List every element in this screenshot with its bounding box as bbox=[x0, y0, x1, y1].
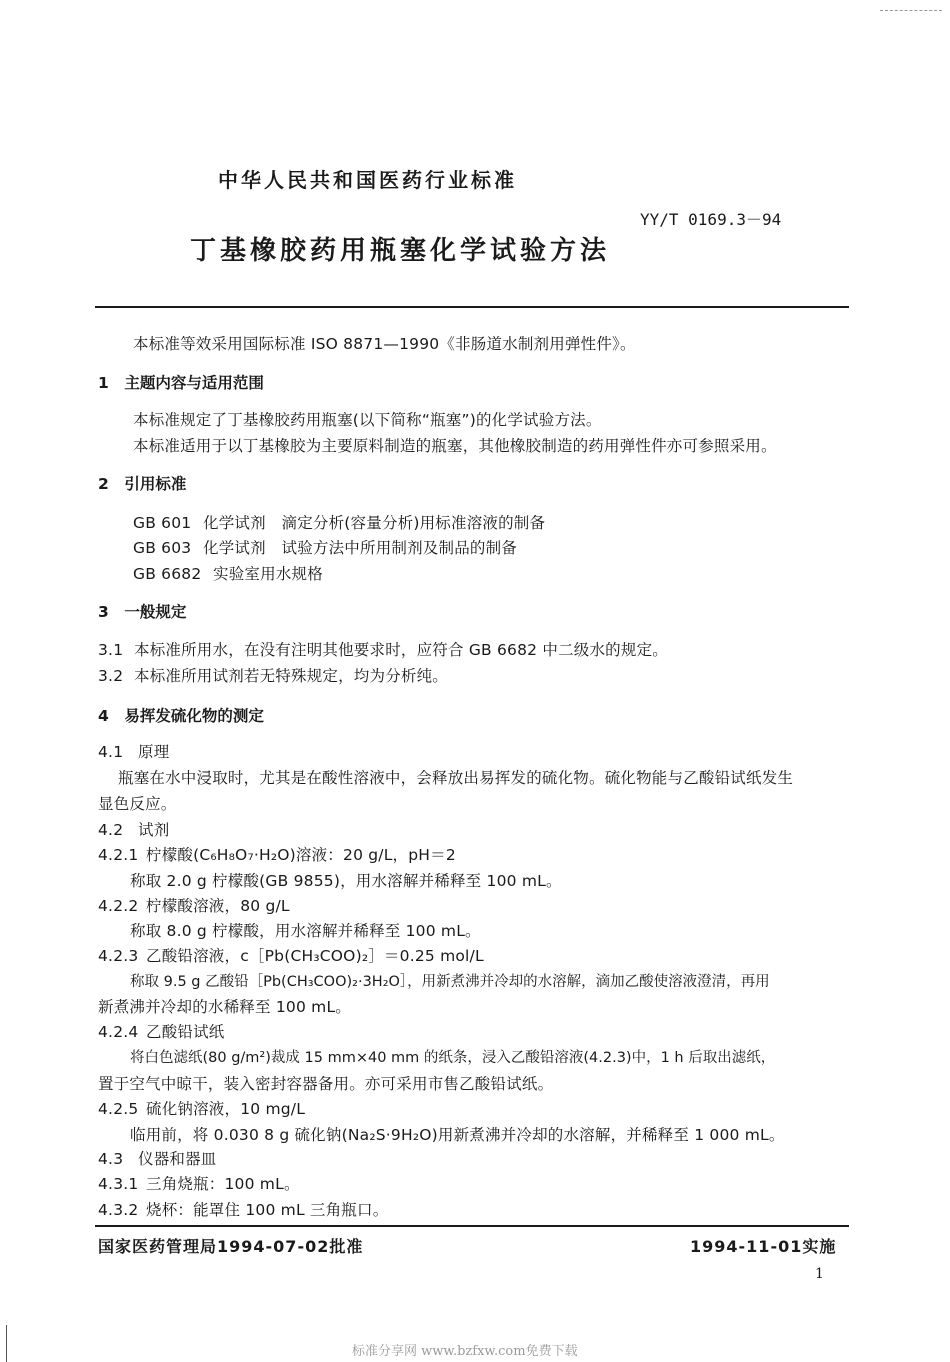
subsection-heading bbox=[98, 740, 169, 762]
section-3-heading bbox=[98, 600, 186, 622]
paragraph: 称取 9.5 g 乙酸铅［Pb(CH₃COO)₂·3H₂O］，用新煮沸并冷却的水溶解，滴加乙酸使溶液澄清，再用 bbox=[130, 974, 770, 990]
section-number: 2 bbox=[98, 475, 109, 493]
reference-item bbox=[133, 511, 545, 533]
clause-item bbox=[98, 1172, 300, 1194]
clause-item bbox=[98, 638, 668, 660]
clause-text: 本标准所用试剂若无特殊规定，均为分析纯。 bbox=[134, 667, 449, 685]
clause-number: 4.2.5 bbox=[98, 1100, 139, 1118]
clause-number: 4.3.2 bbox=[98, 1201, 139, 1219]
clause-number: 4.2.1 bbox=[98, 846, 139, 864]
reference-item bbox=[133, 562, 323, 584]
paragraph: 显色反应。 bbox=[98, 795, 177, 813]
paragraph: 新煮沸并冷却的水稀释至 100 mL。 bbox=[98, 998, 351, 1016]
clause-number: 4.3 bbox=[98, 1150, 124, 1168]
clause-text: 本标准所用水，在没有注明其他要求时，应符合 GB 6682 中二级水的规定。 bbox=[134, 641, 668, 659]
scan-mark-bottom-left bbox=[6, 1325, 7, 1362]
section-title: 主题内容与适用范围 bbox=[124, 374, 264, 392]
scan-mark-top-right bbox=[880, 10, 942, 11]
clause-number: 4.2.2 bbox=[98, 897, 139, 915]
clause-number: 4.1 bbox=[98, 743, 124, 761]
approval-note: 国家医药管理局1994-07-02批准 bbox=[98, 1237, 364, 1256]
clause-number: 4.2 bbox=[98, 821, 124, 839]
clause-title: 柠檬酸(C₆H₈O₇·H₂O)溶液：20 g/L，pH＝2 bbox=[146, 846, 456, 864]
intro-paragraph: 本标准等效采用国际标准 ISO 8871—1990《非肠道水制剂用弹性件》。 bbox=[133, 335, 636, 353]
section-number: 1 bbox=[98, 374, 109, 392]
clause-title: 试剂 bbox=[138, 821, 170, 839]
clause-number: 4.2.3 bbox=[98, 947, 139, 965]
clause-title: 仪器和器皿 bbox=[138, 1150, 217, 1168]
reference-title: 化学试剂 试验方法中所用制剂及制品的制备 bbox=[203, 539, 518, 557]
reference-code: GB 6682 bbox=[133, 565, 202, 583]
section-2-heading bbox=[98, 472, 186, 494]
section-title: 易挥发硫化物的测定 bbox=[124, 707, 264, 725]
standard-code: YY/T 0169.3－94 bbox=[640, 210, 782, 229]
section-1-heading bbox=[98, 371, 264, 393]
watermark: 标准分享网 www.bzfxw.com免费下载 bbox=[352, 1344, 578, 1359]
reference-title: 实验室用水规格 bbox=[213, 565, 323, 583]
clause-title: 原理 bbox=[138, 743, 170, 761]
footer-rule bbox=[95, 1225, 849, 1227]
paragraph: 本标准规定了丁基橡胶药用瓶塞(以下简称“瓶塞”)的化学试验方法。 bbox=[133, 411, 602, 429]
reference-code: GB 603 bbox=[133, 539, 192, 557]
section-number: 3 bbox=[98, 603, 109, 621]
clause-title: 乙酸铅溶液，c［Pb(CH₃COO)₂］＝0.25 mol/L bbox=[146, 947, 484, 965]
paragraph: 临用前，将 0.030 8 g 硫化钠(Na₂S·9H₂O)用新煮沸并冷却的水溶解，并稀释至 1 000 mL。 bbox=[130, 1126, 785, 1144]
section-number: 4 bbox=[98, 707, 109, 725]
reference-item bbox=[133, 536, 517, 558]
subsection-heading bbox=[98, 1147, 217, 1169]
header-rule bbox=[95, 306, 849, 308]
clause-item bbox=[98, 1097, 305, 1119]
reference-code: GB 601 bbox=[133, 514, 192, 532]
clause-title: 硫化钠溶液，10 mg/L bbox=[146, 1100, 306, 1118]
clause-item bbox=[98, 1020, 225, 1042]
clause-number: 3.1 bbox=[98, 641, 124, 659]
paragraph: 称取 8.0 g 柠檬酸，用水溶解并稀释至 100 mL。 bbox=[130, 922, 481, 940]
clause-number: 4.2.4 bbox=[98, 1023, 139, 1041]
paragraph: 将白色滤纸(80 g/m²)裁成 15 mm×40 mm 的纸条，浸入乙酸铅溶液(4.2.3)中，1 h 后取出滤纸， bbox=[130, 1050, 776, 1066]
org-title: 中华人民共和国医药行业标准 bbox=[218, 168, 517, 192]
clause-title: 乙酸铅试纸 bbox=[146, 1023, 225, 1041]
clause-item bbox=[98, 664, 448, 686]
paragraph: 本标准适用于以丁基橡胶为主要原料制造的瓶塞，其他橡胶制造的药用弹性件亦可参照采用。 bbox=[133, 437, 777, 455]
section-title: 引用标准 bbox=[124, 475, 187, 493]
clause-title: 柠檬酸溶液，80 g/L bbox=[146, 897, 290, 915]
subsection-heading bbox=[98, 818, 169, 840]
section-title: 一般规定 bbox=[124, 603, 187, 621]
page-number: 1 bbox=[815, 1266, 824, 1282]
effective-date: 1994-11-01实施 bbox=[690, 1237, 837, 1256]
reference-title: 化学试剂 滴定分析(容量分析)用标准溶液的制备 bbox=[203, 514, 546, 532]
clause-item bbox=[98, 894, 290, 916]
clause-item bbox=[98, 944, 484, 966]
clause-number: 3.2 bbox=[98, 667, 124, 685]
clause-item bbox=[98, 843, 456, 865]
section-4-heading bbox=[98, 704, 264, 726]
clause-item bbox=[98, 1198, 388, 1220]
clause-text: 三角烧瓶：100 mL。 bbox=[146, 1175, 300, 1193]
doc-title: 丁基橡胶药用瓶塞化学试验方法 bbox=[190, 236, 611, 266]
clause-number: 4.3.1 bbox=[98, 1175, 139, 1193]
clause-text: 烧杯：能罩住 100 mL 三角瓶口。 bbox=[146, 1201, 389, 1219]
paragraph: 瓶塞在水中浸取时，尤其是在酸性溶液中，会释放出易挥发的硫化物。硫化物能与乙酸铅试纸发生 bbox=[118, 769, 794, 787]
paragraph: 称取 2.0 g 柠檬酸(GB 9855)，用水溶解并稀释至 100 mL。 bbox=[130, 872, 562, 890]
paragraph: 置于空气中晾干，装入密封容器备用。亦可采用市售乙酸铅试纸。 bbox=[98, 1075, 554, 1093]
